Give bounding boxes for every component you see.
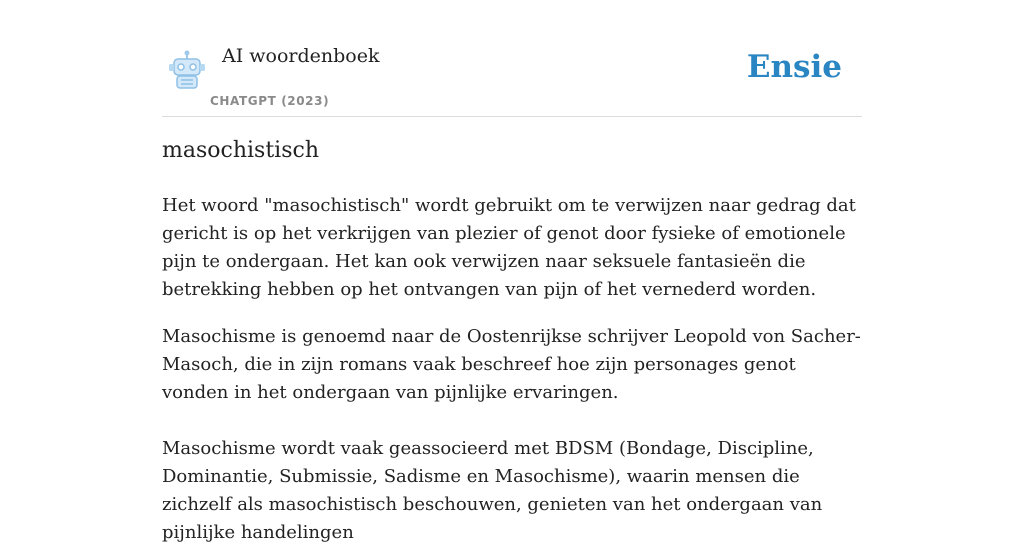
definition-paragraph: Masochisme wordt vaak geassocieerd met BDSM (Bondage, Discipline, Dominantie, Submissie, Sadisme en Masochisme), waarin mensen die zichzelf als masochistisch beschouwen, genieten van het ondergaan van pijnlijke handelingen (162, 438, 823, 543)
header (162, 0, 862, 117)
entry-word: masochistisch (162, 138, 319, 163)
source-label: CHATGPT (2023) (210, 94, 330, 108)
definition-paragraph: Masochisme is genoemd naar de Oostenrijkse schrijver Leopold von Sacher-Masoch, die in zijn romans vaak beschreef hoe zijn personages genot vonden in het ondergaan van pijnlijke ervaringen. (162, 326, 861, 403)
definition-paragraph: Het woord "masochistisch" wordt gebruikt om te verwijzen naar gedrag dat gericht is op het verkrijgen van plezier of genot door fysieke of emotionele pijn te ondergaan. Het kan ook verwijzen naar seksuele fantasieën die betrekking hebben op het ontvangen van pijn of het vernederd worden. (162, 195, 856, 300)
brand-logo-link[interactable]: Ensie (746, 49, 842, 85)
entry-definition (162, 192, 862, 547)
dictionary-title: AI woordenboek (222, 45, 380, 67)
robot-icon (166, 50, 208, 90)
